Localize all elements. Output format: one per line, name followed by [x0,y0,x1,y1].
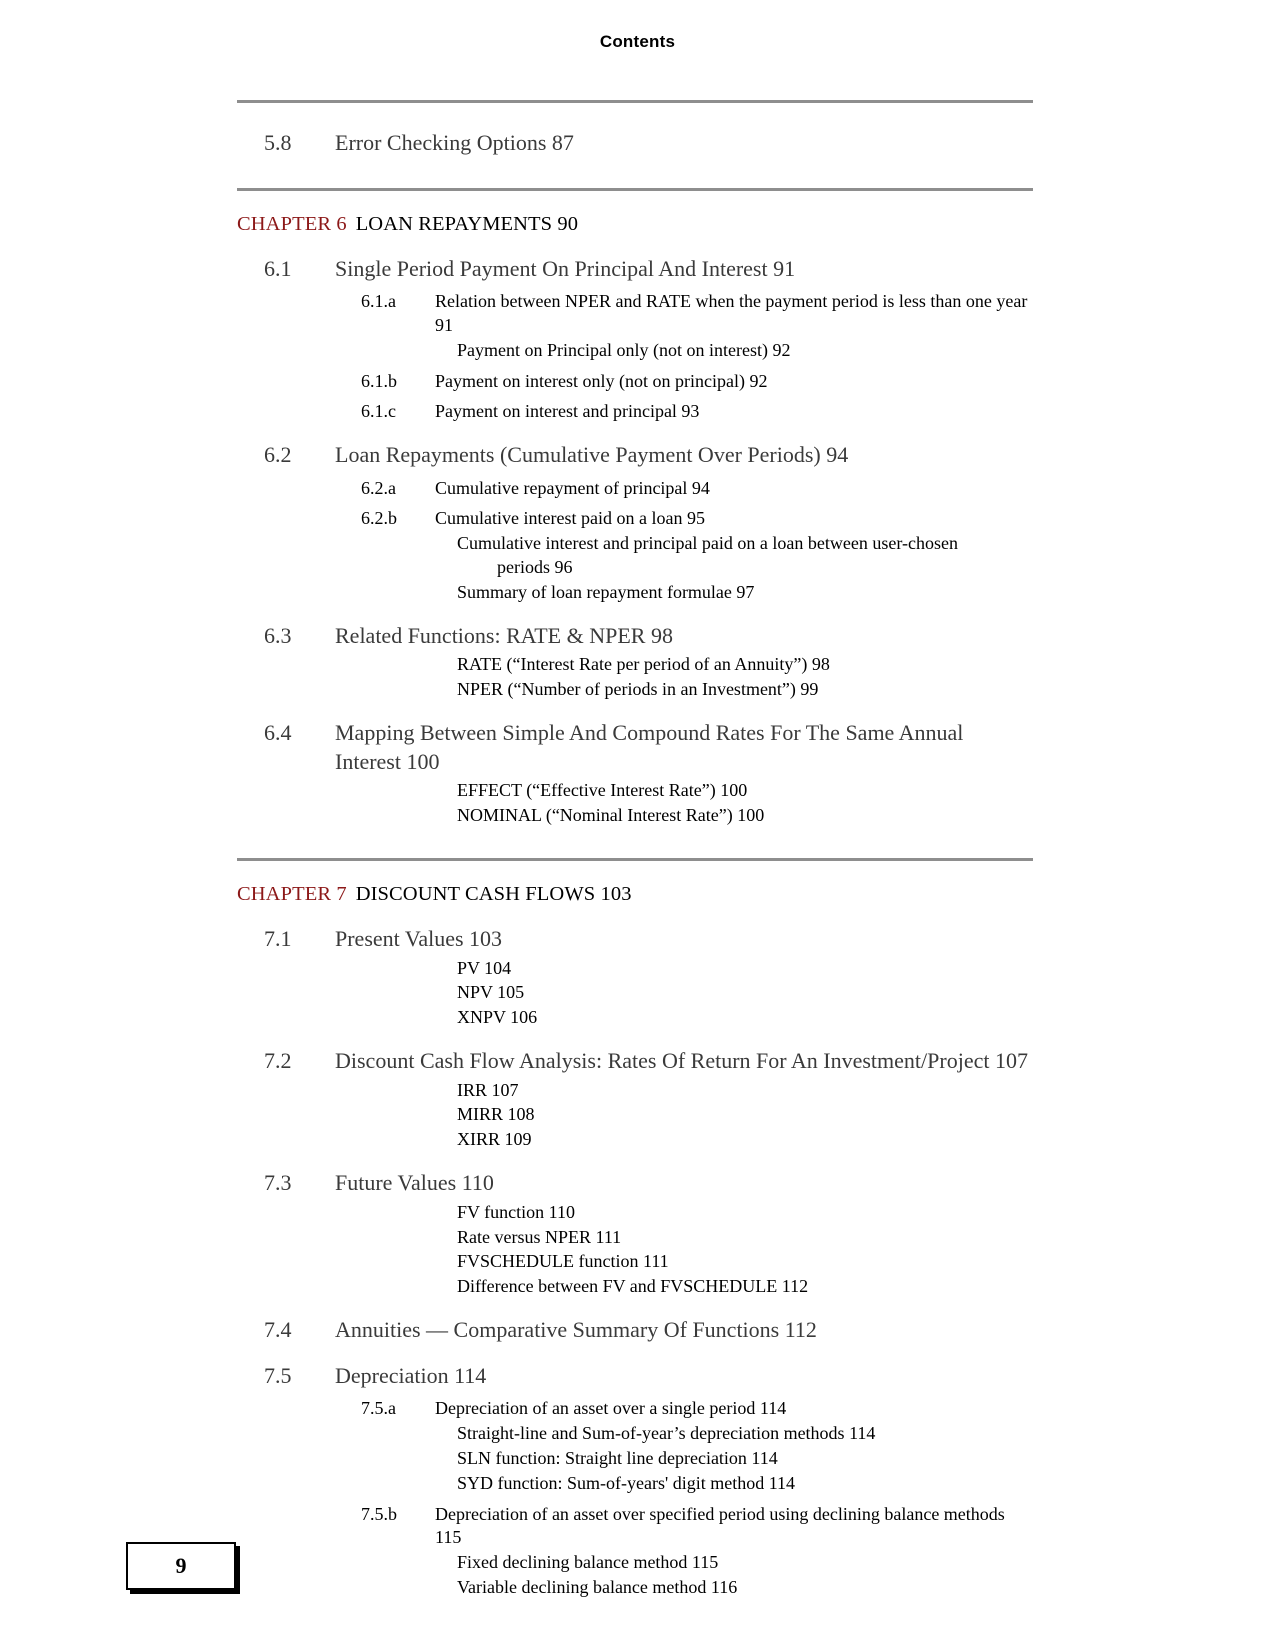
toc-topic-entry[interactable] [457,678,1033,702]
section-number: 6.4 [264,719,292,745]
toc-topic-entry[interactable] [457,1472,1033,1496]
toc-subsection-entry[interactable] [237,370,1033,394]
subsection-title: Cumulative repayment of principal 94 [435,477,710,498]
chapter-heading-7[interactable] [237,881,1033,908]
topic-title: IRR 107 [457,1079,519,1100]
topic-title: Fixed declining balance method 115 [457,1552,719,1573]
toc-section-entry[interactable] [237,255,1033,284]
section-title: Mapping Between Simple And Compound Rates For The Same Annual Interest 100 [335,719,964,774]
topic-title: Variable declining balance method 116 [457,1576,738,1597]
section-number: 7.1 [264,925,292,951]
toc-subsection-entry[interactable] [237,400,1033,424]
section-title: Error Checking Options 87 [335,130,574,155]
page-number: 9 [175,1553,187,1578]
topic-title: Straight-line and Sum-of-year’s depreciation methods 114 [457,1423,876,1444]
subsection-number: 7.5.b [361,1503,397,1524]
section-title: Single Period Payment On Principal And Interest 91 [335,255,796,281]
subsection-title: Payment on interest and principal 93 [435,401,700,422]
toc-topic-entry[interactable] [457,1079,1033,1103]
subsection-title: Payment on interest only (not on principal) 92 [435,370,768,391]
subsection-number: 7.5.a [361,1398,396,1419]
toc-topic-entry[interactable] [457,779,1033,803]
topic-title: Rate versus NPER 111 [457,1226,622,1247]
topic-title: XNPV 106 [457,1007,538,1028]
toc-subsection-entry[interactable] [237,477,1033,501]
section-title: Loan Repayments (Cumulative Payment Over Periods) 94 [335,442,849,468]
topic-title: NPER (“Number of periods in an Investment”) 99 [457,679,819,700]
section-number: 6.1 [264,255,292,281]
divider-rule-chapter-6 [237,188,1033,191]
subsection-number: 6.1.b [361,370,397,391]
section-title: Related Functions: RATE & NPER 98 [335,622,673,648]
topic-title: SYD function: Sum-of-years' digit method 114 [457,1472,796,1493]
topic-title: EFFECT (“Effective Interest Rate”) 100 [457,780,748,801]
chapter-label: CHAPTER 6 [237,212,347,235]
toc-section-entry[interactable] [237,1047,1033,1076]
toc-topic-entry[interactable] [457,1250,1033,1274]
toc-section-entry[interactable] [237,441,1033,470]
toc-section-entry[interactable] [237,719,1033,776]
toc-topic-entry[interactable] [457,1447,1033,1471]
topic-title: RATE (“Interest Rate per period of an Annuity”) 98 [457,654,830,675]
divider-rule-chapter-7 [237,858,1033,861]
toc-section-entry[interactable] [237,622,1033,651]
section-title: Depreciation 114 [335,1362,487,1388]
chapter-title: LOAN REPAYMENTS 90 [355,212,579,235]
divider-rule-top [237,100,1033,103]
toc-topic-entry[interactable] [457,532,1033,580]
toc-topic-entry[interactable] [457,804,1033,828]
toc-topic-entry[interactable] [457,1275,1033,1299]
toc-subsection-entry[interactable] [237,290,1033,338]
section-number: 7.2 [264,1048,292,1074]
topic-title: SLN function: Straight line depreciation 114 [457,1447,778,1468]
toc-subsection-entry[interactable] [237,1397,1033,1421]
toc-topic-entry[interactable] [457,1551,1033,1575]
subsection-title: Relation between NPER and RATE when the payment period is less than one year 91 [435,291,1028,335]
toc-topic-entry[interactable] [457,1576,1033,1600]
toc-section-entry[interactable] [237,1169,1033,1198]
topic-title: Cumulative interest and principal paid on a loan between user-chosen [457,533,958,554]
page-number-badge [126,1542,236,1590]
topic-title: Difference between FV and FVSCHEDULE 112 [457,1276,809,1297]
toc-topic-entry[interactable] [457,1128,1033,1152]
toc-topic-entry[interactable] [457,981,1033,1005]
toc-subsection-entry[interactable] [237,1503,1033,1551]
topic-title: MIRR 108 [457,1104,535,1125]
toc-section-entry[interactable] [237,1316,1033,1345]
section-title: Discount Cash Flow Analysis: Rates Of Return For An Investment/Project 107 [335,1048,1028,1074]
toc-topic-entry[interactable] [457,1201,1033,1225]
chapter-label: CHAPTER 7 [237,882,347,905]
section-title: Annuities — Comparative Summary Of Functions 112 [335,1317,817,1343]
section-number: 6.2 [264,442,292,468]
toc-topic-entry[interactable] [457,1103,1033,1127]
toc-topic-entry[interactable] [457,1226,1033,1250]
toc-section-entry[interactable] [237,925,1033,954]
toc-content [237,100,1033,1600]
subsection-number: 6.1.c [361,401,396,422]
toc-topic-entry[interactable] [457,339,1033,363]
topic-title: FVSCHEDULE function 111 [457,1251,669,1272]
subsection-title: Depreciation of an asset over a single period 114 [435,1398,787,1419]
section-number: 7.3 [264,1170,292,1196]
toc-section-entry[interactable] [237,1362,1033,1391]
topic-title: NOMINAL (“Nominal Interest Rate”) 100 [457,805,765,826]
topic-title-continuation: periods 96 [497,557,573,578]
section-number: 5.8 [264,130,292,155]
section-title: Present Values 103 [335,925,503,951]
section-number: 6.3 [264,622,292,648]
toc-topic-entry[interactable] [457,581,1033,605]
topic-title: XIRR 109 [457,1129,532,1150]
section-title: Future Values 110 [335,1170,494,1196]
toc-section-entry[interactable] [237,129,1033,158]
topic-title: Summary of loan repayment formulae 97 [457,581,755,602]
subsection-number: 6.1.a [361,291,396,312]
toc-topic-entry[interactable] [457,1422,1033,1446]
subsection-number: 6.2.a [361,477,396,498]
topic-title: Payment on Principal only (not on interest) 92 [457,339,791,360]
subsection-title: Cumulative interest paid on a loan 95 [435,508,705,529]
section-number: 7.4 [264,1317,292,1343]
toc-topic-entry[interactable] [457,653,1033,677]
topic-title: NPV 105 [457,982,525,1003]
chapter-heading-6[interactable] [237,211,1033,238]
subsection-title: Depreciation of an asset over specified period using declining balance methods 115 [435,1503,1005,1548]
chapter-title: DISCOUNT CASH FLOWS 103 [355,882,632,905]
topic-title: PV 104 [457,957,512,978]
section-number: 7.5 [264,1362,292,1388]
subsection-number: 6.2.b [361,508,397,529]
toc-topic-entry[interactable] [457,1006,1033,1030]
topic-title: FV function 110 [457,1201,576,1222]
toc-subsection-entry[interactable] [237,507,1033,531]
running-head: Contents [599,32,676,51]
toc-topic-entry[interactable] [457,957,1033,981]
